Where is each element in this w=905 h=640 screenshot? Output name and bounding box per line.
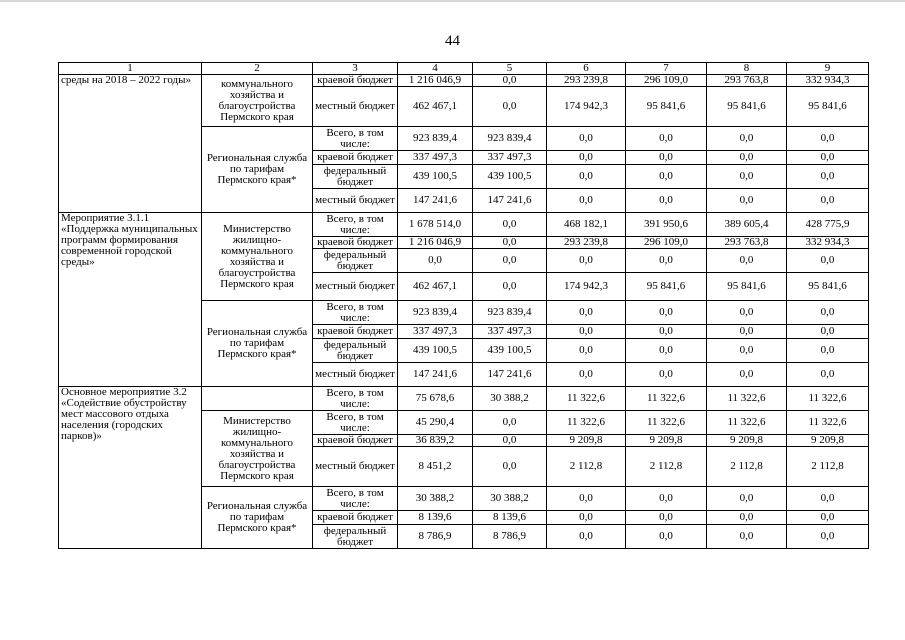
amount-cell: 0,0 (473, 75, 547, 87)
column-number: 9 (787, 63, 869, 75)
column-number: 3 (313, 63, 398, 75)
amount-cell: 462 467,1 (398, 273, 473, 301)
amount-cell: 0,0 (787, 339, 869, 363)
amount-cell: 0,0 (707, 249, 787, 273)
amount-cell: 293 239,8 (547, 237, 626, 249)
amount-cell: 0,0 (473, 411, 547, 435)
amount-cell: 0,0 (787, 363, 869, 387)
column-number: 2 (202, 63, 313, 75)
budget-source-cell: федеральный бюджет (313, 339, 398, 363)
amount-cell: 174 942,3 (547, 87, 626, 127)
amount-cell: 11 322,6 (787, 387, 869, 411)
amount-cell: 0,0 (787, 325, 869, 339)
amount-cell: 0,0 (547, 165, 626, 189)
amount-cell: 30 388,2 (398, 487, 473, 511)
amount-cell: 0,0 (547, 339, 626, 363)
budget-source-cell: федеральный бюджет (313, 525, 398, 549)
budget-source-cell: Всего, в том числе: (313, 411, 398, 435)
amount-cell: 45 290,4 (398, 411, 473, 435)
amount-cell: 0,0 (547, 363, 626, 387)
amount-cell: 0,0 (707, 325, 787, 339)
amount-cell: 11 322,6 (626, 411, 707, 435)
amount-cell: 147 241,6 (473, 189, 547, 213)
amount-cell: 0,0 (707, 339, 787, 363)
executor-cell: коммунального хозяйства и благоустройства Пермского края (202, 75, 313, 127)
column-number: 5 (473, 63, 547, 75)
amount-cell: 296 109,0 (626, 237, 707, 249)
amount-cell: 11 322,6 (707, 387, 787, 411)
amount-cell: 0,0 (787, 511, 869, 525)
amount-cell: 0,0 (473, 237, 547, 249)
budget-source-cell: местный бюджет (313, 87, 398, 127)
amount-cell: 332 934,3 (787, 75, 869, 87)
amount-cell: 2 112,8 (787, 447, 869, 487)
table-row (59, 75, 869, 87)
amount-cell: 8 139,6 (398, 511, 473, 525)
budget-source-cell: Всего, в том числе: (313, 127, 398, 151)
amount-cell: 95 841,6 (626, 87, 707, 127)
budget-source-cell: краевой бюджет (313, 435, 398, 447)
amount-cell: 147 241,6 (473, 363, 547, 387)
amount-cell: 0,0 (626, 189, 707, 213)
table-row (59, 213, 869, 237)
amount-cell: 1 678 514,0 (398, 213, 473, 237)
budget-source-cell: краевой бюджет (313, 151, 398, 165)
amount-cell: 468 182,1 (547, 213, 626, 237)
amount-cell: 391 950,6 (626, 213, 707, 237)
column-number: 4 (398, 63, 473, 75)
amount-cell: 0,0 (707, 511, 787, 525)
amount-cell: 0,0 (787, 301, 869, 325)
amount-cell: 389 605,4 (707, 213, 787, 237)
amount-cell: 0,0 (707, 165, 787, 189)
measure-name-cell: Основное мероприятие 3.2 «Содействие обустройству мест массового отдыха населения (городских парков)» (59, 387, 202, 549)
measure-name-cell: Мероприятие 3.1.1 «Поддержка муниципальных программ формирования современной городской среды» (59, 213, 202, 387)
amount-cell: 36 839,2 (398, 435, 473, 447)
budget-source-cell: Всего, в том числе: (313, 487, 398, 511)
amount-cell: 0,0 (707, 363, 787, 387)
amount-cell: 0,0 (626, 249, 707, 273)
amount-cell: 0,0 (473, 87, 547, 127)
amount-cell: 11 322,6 (787, 411, 869, 435)
budget-source-cell: краевой бюджет (313, 325, 398, 339)
amount-cell: 0,0 (547, 511, 626, 525)
amount-cell: 95 841,6 (787, 273, 869, 301)
amount-cell: 2 112,8 (707, 447, 787, 487)
amount-cell: 439 100,5 (398, 165, 473, 189)
amount-cell: 0,0 (547, 249, 626, 273)
amount-cell: 95 841,6 (707, 87, 787, 127)
budget-source-cell: местный бюджет (313, 447, 398, 487)
amount-cell: 0,0 (626, 525, 707, 549)
amount-cell: 439 100,5 (398, 339, 473, 363)
column-number: 8 (707, 63, 787, 75)
amount-cell: 337 497,3 (473, 325, 547, 339)
budget-source-cell: федеральный бюджет (313, 165, 398, 189)
amount-cell: 0,0 (787, 525, 869, 549)
amount-cell: 337 497,3 (398, 325, 473, 339)
amount-cell: 0,0 (707, 151, 787, 165)
budget-table (58, 62, 869, 549)
amount-cell: 0,0 (707, 189, 787, 213)
amount-cell: 0,0 (626, 165, 707, 189)
amount-cell: 30 388,2 (473, 387, 547, 411)
amount-cell: 9 209,8 (547, 435, 626, 447)
amount-cell: 0,0 (547, 127, 626, 151)
amount-cell: 0,0 (707, 487, 787, 511)
amount-cell: 0,0 (626, 363, 707, 387)
budget-source-cell: краевой бюджет (313, 237, 398, 249)
amount-cell: 11 322,6 (626, 387, 707, 411)
scan-edge (0, 0, 905, 2)
amount-cell: 0,0 (626, 325, 707, 339)
executor-cell: Региональная служба по тарифам Пермского края* (202, 301, 313, 387)
budget-source-cell: федеральный бюджет (313, 249, 398, 273)
budget-source-cell: краевой бюджет (313, 511, 398, 525)
amount-cell: 0,0 (626, 339, 707, 363)
column-number: 1 (59, 63, 202, 75)
amount-cell: 147 241,6 (398, 363, 473, 387)
column-number: 7 (626, 63, 707, 75)
amount-cell: 0,0 (547, 301, 626, 325)
amount-cell: 0,0 (787, 165, 869, 189)
amount-cell: 2 112,8 (547, 447, 626, 487)
amount-cell: 293 763,8 (707, 75, 787, 87)
amount-cell: 174 942,3 (547, 273, 626, 301)
amount-cell: 95 841,6 (626, 273, 707, 301)
amount-cell: 1 216 046,9 (398, 75, 473, 87)
amount-cell: 95 841,6 (787, 87, 869, 127)
amount-cell: 0,0 (707, 525, 787, 549)
amount-cell: 0,0 (787, 189, 869, 213)
amount-cell: 0,0 (626, 511, 707, 525)
amount-cell: 0,0 (473, 273, 547, 301)
amount-cell: 9 209,8 (707, 435, 787, 447)
amount-cell: 293 763,8 (707, 237, 787, 249)
amount-cell: 0,0 (547, 525, 626, 549)
amount-cell: 428 775,9 (787, 213, 869, 237)
amount-cell: 11 322,6 (547, 411, 626, 435)
amount-cell: 8 786,9 (473, 525, 547, 549)
amount-cell: 0,0 (398, 249, 473, 273)
amount-cell: 0,0 (707, 127, 787, 151)
amount-cell: 30 388,2 (473, 487, 547, 511)
amount-cell: 147 241,6 (398, 189, 473, 213)
executor-cell: Министерство жилищно-коммунального хозяйства и благоустройства Пермского края (202, 213, 313, 301)
amount-cell: 0,0 (473, 435, 547, 447)
amount-cell: 0,0 (707, 301, 787, 325)
executor-cell (202, 387, 313, 411)
amount-cell: 2 112,8 (626, 447, 707, 487)
amount-cell: 1 216 046,9 (398, 237, 473, 249)
amount-cell: 0,0 (547, 487, 626, 511)
amount-cell: 8 451,2 (398, 447, 473, 487)
amount-cell: 8 139,6 (473, 511, 547, 525)
amount-cell: 439 100,5 (473, 339, 547, 363)
budget-source-cell: Всего, в том числе: (313, 213, 398, 237)
amount-cell: 0,0 (547, 325, 626, 339)
amount-cell: 337 497,3 (398, 151, 473, 165)
amount-cell: 0,0 (473, 447, 547, 487)
amount-cell: 462 467,1 (398, 87, 473, 127)
budget-source-cell: краевой бюджет (313, 75, 398, 87)
amount-cell: 0,0 (626, 301, 707, 325)
amount-cell: 923 839,4 (398, 301, 473, 325)
column-number-row (59, 63, 869, 75)
amount-cell: 0,0 (547, 151, 626, 165)
amount-cell: 439 100,5 (473, 165, 547, 189)
amount-cell: 0,0 (787, 127, 869, 151)
amount-cell: 0,0 (473, 213, 547, 237)
amount-cell: 95 841,6 (707, 273, 787, 301)
amount-cell: 337 497,3 (473, 151, 547, 165)
amount-cell: 0,0 (787, 487, 869, 511)
table-row (59, 387, 869, 411)
amount-cell: 923 839,4 (473, 301, 547, 325)
amount-cell: 9 209,8 (787, 435, 869, 447)
column-number: 6 (547, 63, 626, 75)
amount-cell: 9 209,8 (626, 435, 707, 447)
amount-cell: 0,0 (547, 189, 626, 213)
amount-cell: 923 839,4 (398, 127, 473, 151)
amount-cell: 11 322,6 (547, 387, 626, 411)
amount-cell: 0,0 (787, 151, 869, 165)
amount-cell: 0,0 (626, 487, 707, 511)
page-number: 44 (445, 33, 460, 49)
amount-cell: 0,0 (626, 127, 707, 151)
amount-cell: 923 839,4 (473, 127, 547, 151)
budget-source-cell: Всего, в том числе: (313, 387, 398, 411)
budget-source-cell: местный бюджет (313, 273, 398, 301)
amount-cell: 75 678,6 (398, 387, 473, 411)
amount-cell: 0,0 (626, 151, 707, 165)
executor-cell: Министерство жилищно-коммунального хозяйства и благоустройства Пермского края (202, 411, 313, 487)
amount-cell: 0,0 (473, 249, 547, 273)
budget-source-cell: местный бюджет (313, 363, 398, 387)
executor-cell: Региональная служба по тарифам Пермского края* (202, 127, 313, 213)
amount-cell: 296 109,0 (626, 75, 707, 87)
executor-cell: Региональная служба по тарифам Пермского края* (202, 487, 313, 549)
amount-cell: 11 322,6 (707, 411, 787, 435)
measure-name-cell: среды на 2018 – 2022 годы» (59, 75, 202, 213)
amount-cell: 332 934,3 (787, 237, 869, 249)
amount-cell: 0,0 (787, 249, 869, 273)
amount-cell: 293 239,8 (547, 75, 626, 87)
amount-cell: 8 786,9 (398, 525, 473, 549)
budget-source-cell: Всего, в том числе: (313, 301, 398, 325)
budget-source-cell: местный бюджет (313, 189, 398, 213)
